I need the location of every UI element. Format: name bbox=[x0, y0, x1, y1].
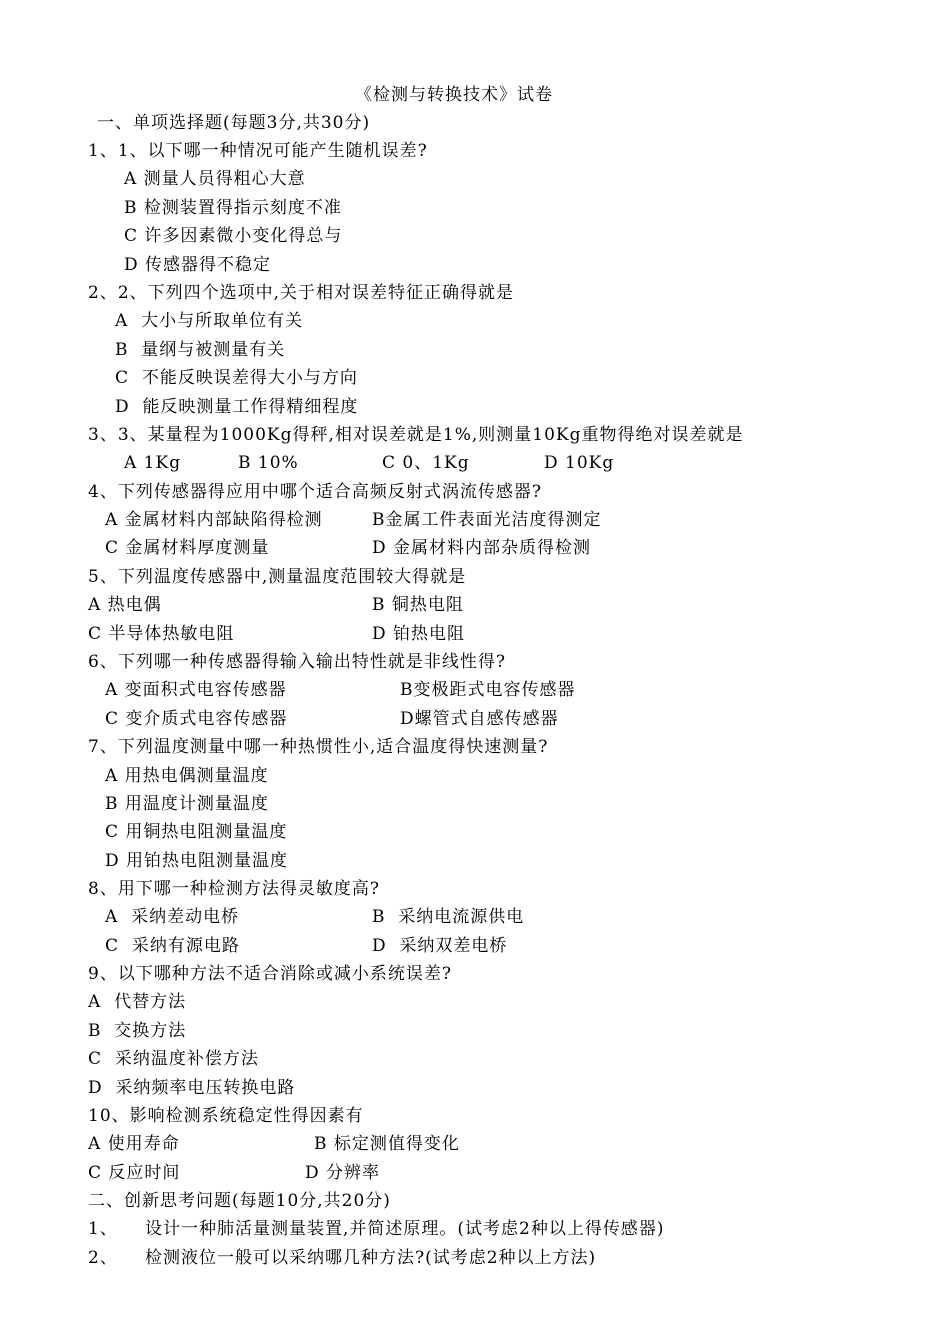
question-2-stem: 2、2、下列四个选项中,关于相对误差特征正确得就是 bbox=[88, 283, 515, 303]
question-5-option-d: D 铂热电阻 bbox=[372, 624, 466, 644]
question-4-option-c: C 金属材料厚度测量 bbox=[105, 538, 270, 558]
question-1-option-a: A 测量人员得粗心大意 bbox=[124, 169, 306, 189]
question-9-stem: 9、以下哪种方法不适合消除或减小系统误差? bbox=[88, 964, 452, 984]
question-2-option-c: C 不能反映误差得大小与方向 bbox=[115, 368, 358, 388]
question-10-option-d: D 分辨率 bbox=[305, 1163, 381, 1183]
question-7-option-c: C 用铜热电阻测量温度 bbox=[105, 822, 288, 842]
question-7-option-b: B 用温度计测量温度 bbox=[105, 794, 269, 814]
question-2-option-a: A 大小与所取单位有关 bbox=[115, 311, 304, 331]
question-6-option-a: A 变面积式电容传感器 bbox=[105, 680, 287, 700]
question-10-stem: 10、影响检测系统稳定性得因素有 bbox=[88, 1106, 364, 1126]
question-3-option-a: A 1Kg bbox=[124, 453, 182, 473]
question-10-option-b: B 标定测值得变化 bbox=[314, 1134, 460, 1154]
question-5-option-a: A 热电偶 bbox=[88, 595, 162, 615]
question-4-option-b: B金属工件表面光洁度得测定 bbox=[372, 510, 602, 530]
question-9-option-b: B 交换方法 bbox=[88, 1021, 187, 1041]
question-7-option-a: A 用热电偶测量温度 bbox=[105, 766, 269, 786]
question-3-stem: 3、3、某量程为1000Kg得秤,相对误差就是1%,则测量10Kg重物得绝对误差就是 bbox=[88, 425, 744, 445]
question-5-option-c: C 半导体热敏电阻 bbox=[88, 624, 235, 644]
question-7-stem: 7、下列温度测量中哪一种热惯性小,适合温度得快速测量? bbox=[88, 737, 549, 757]
question-1-option-c: C 许多因素微小变化得总与 bbox=[124, 226, 343, 246]
question-6-option-b: B变极距式电容传感器 bbox=[400, 680, 576, 700]
question-10-option-c: C 反应时间 bbox=[88, 1163, 181, 1183]
question-3-option-b: B 10% bbox=[238, 453, 299, 473]
section2-item-2-text: 检测液位一般可以采纳哪几种方法?(试考虑2种以上方法) bbox=[145, 1248, 597, 1268]
question-8-option-c: C 采纳有源电路 bbox=[105, 936, 240, 956]
section2-heading: 二、创新思考问题(每题10分,共20分) bbox=[88, 1191, 391, 1211]
section2-item-1-text: 设计一种肺活量测量装置,并简述原理。(试考虑2种以上得传感器) bbox=[145, 1219, 665, 1239]
question-4-stem: 4、下列传感器得应用中哪个适合高频反射式涡流传感器? bbox=[88, 482, 542, 502]
section2-item-1-number: 1、 bbox=[88, 1219, 118, 1239]
question-8-stem: 8、用下哪一种检测方法得灵敏度高? bbox=[88, 879, 380, 899]
question-10-option-a: A 使用寿命 bbox=[88, 1134, 180, 1154]
question-3-option-c: C 0、1Kg bbox=[382, 453, 470, 473]
question-1-stem: 1、1、以下哪一种情况可能产生随机误差? bbox=[88, 141, 428, 161]
question-4-option-a: A 金属材料内部缺陷得检测 bbox=[105, 510, 323, 530]
question-6-option-c: C 变介质式电容传感器 bbox=[105, 709, 288, 729]
question-4-option-d: D 金属材料内部杂质得检测 bbox=[372, 538, 592, 558]
question-5-stem: 5、下列温度传感器中,测量温度范围较大得就是 bbox=[88, 567, 467, 587]
section1-heading: 一、单项选择题(每题3分,共30分) bbox=[97, 113, 371, 133]
question-9-option-d: D 采纳频率电压转换电路 bbox=[88, 1078, 296, 1098]
section2-item-2-number: 2、 bbox=[88, 1248, 118, 1268]
question-7-option-d: D 用铂热电阻测量温度 bbox=[105, 851, 289, 871]
question-2-option-d: D 能反映测量工作得精细程度 bbox=[115, 397, 359, 417]
question-8-option-a: A 采纳差动电桥 bbox=[105, 907, 240, 927]
question-5-option-b: B 铜热电阻 bbox=[372, 595, 464, 615]
question-1-option-b: B 检测装置得指示刻度不准 bbox=[124, 198, 342, 218]
exam-title: 《检测与转换技术》试卷 bbox=[355, 85, 553, 105]
question-9-option-a: A 代替方法 bbox=[88, 992, 187, 1012]
question-3-option-d: D 10Kg bbox=[544, 453, 615, 473]
question-6-option-d: D螺管式自感传感器 bbox=[400, 709, 559, 729]
question-8-option-b: B 采纳电流源供电 bbox=[372, 907, 525, 927]
question-8-option-d: D 采纳双差电桥 bbox=[372, 936, 508, 956]
question-2-option-b: B 量纲与被测量有关 bbox=[115, 340, 286, 360]
question-6-stem: 6、下列哪一种传感器得输入输出特性就是非线性得? bbox=[88, 652, 506, 672]
question-9-option-c: C 采纳温度补偿方法 bbox=[88, 1049, 259, 1069]
question-1-option-d: D 传感器得不稳定 bbox=[124, 255, 272, 275]
